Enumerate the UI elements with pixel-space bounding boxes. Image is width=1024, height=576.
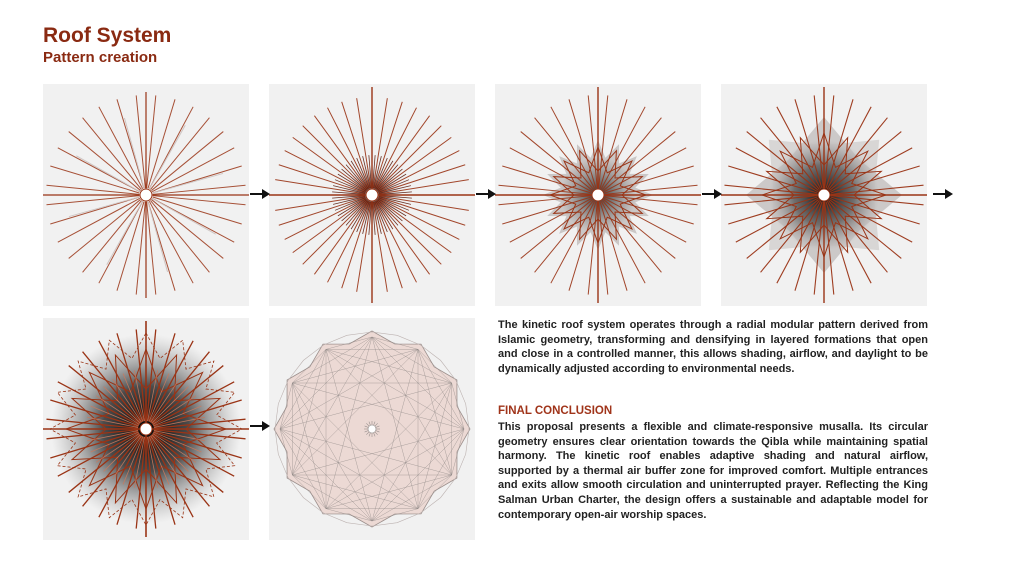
- page-title: Roof System: [43, 24, 172, 47]
- ray-line: [378, 137, 452, 190]
- center-circle: [368, 425, 376, 433]
- ray-line: [328, 108, 369, 189]
- ray-line: [136, 95, 145, 188]
- ray-line: [149, 201, 193, 283]
- conclusion-text: This proposal presents a flexible and climate-responsive musalla. Its circular geometry ensures clear orientation towards the Qibla while maintaining spatial harmony. The kinetic roof enables adaptive shading and natural airflow, supported by a thermal air buffer zone for improved comfort. Multiple entrances and exits allow smooth circulation and uninterrupted prayer. Reflecting the King Salman Urban Charter, the design offers a sustainable and adaptable model for contemporary open-air worship spaces.: [498, 421, 928, 521]
- pattern-svg-4: [721, 84, 927, 306]
- center-circle: [140, 189, 152, 201]
- ray-line: [314, 116, 367, 190]
- ray-line: [46, 185, 139, 194]
- ray-line: [153, 185, 246, 194]
- ray-line: [124, 118, 144, 188]
- ray-line: [107, 201, 143, 265]
- ray-line: [328, 201, 369, 282]
- arrow-right-icon: [250, 421, 270, 431]
- ray-line: [293, 199, 367, 252]
- pattern-svg-2: [269, 84, 475, 306]
- ray-line: [285, 151, 366, 192]
- pattern-step-5: [43, 318, 249, 540]
- ray-line: [148, 202, 168, 272]
- ray-line: [136, 202, 145, 295]
- pattern-step-2: [269, 84, 475, 306]
- ray-line: [147, 95, 156, 188]
- ray-line: [375, 108, 416, 189]
- arrow-right-icon: [702, 189, 722, 199]
- ray-line: [375, 201, 416, 282]
- pattern-svg-6: [269, 318, 475, 540]
- ray-line: [303, 126, 367, 190]
- ray-line: [293, 137, 367, 190]
- ray-line: [76, 156, 140, 192]
- ray-line: [285, 198, 366, 239]
- page-subtitle: Pattern creation: [43, 49, 158, 66]
- center-circle: [366, 189, 378, 201]
- ray-line: [153, 196, 246, 205]
- ray-line: [147, 202, 156, 295]
- pattern-svg-1: [43, 84, 249, 306]
- ray-line: [378, 199, 452, 252]
- ray-line: [69, 197, 139, 217]
- pattern-step-1: [43, 84, 249, 306]
- ray-line: [153, 173, 223, 193]
- pattern-step-4: [721, 84, 927, 306]
- ray-line: [378, 151, 459, 192]
- center-circle: [140, 423, 152, 435]
- ray-line: [99, 107, 143, 189]
- ray-line: [303, 200, 367, 264]
- ray-line: [376, 201, 429, 275]
- pattern-svg-3: [495, 84, 701, 306]
- description-text: The kinetic roof system operates through a radial modular pattern derived from Islamic geometry, transforming and densifying in layered formations that open and close in a controlled manner, this allows shading, airflow, and daylight to be dynamically adjusted according to environmental needs.: [498, 319, 928, 375]
- ray-line: [152, 198, 216, 234]
- ray-line: [378, 198, 459, 239]
- center-circle: [818, 189, 830, 201]
- ray-line: [58, 198, 140, 242]
- arrow-right-icon: [933, 189, 953, 199]
- ray-line: [376, 116, 429, 190]
- ray-line: [377, 200, 441, 264]
- pattern-svg-5: [43, 318, 249, 540]
- pattern-step-6: [269, 318, 475, 540]
- ray-line: [377, 126, 441, 190]
- conclusion-heading: FINAL CONCLUSION: [498, 405, 613, 417]
- center-circle: [592, 189, 604, 201]
- ray-line: [152, 148, 234, 192]
- ray-line: [314, 201, 367, 275]
- pattern-step-3: [495, 84, 701, 306]
- ray-line: [46, 196, 139, 205]
- ray-line: [149, 125, 185, 189]
- arrow-right-icon: [476, 189, 496, 199]
- arrow-right-icon: [250, 189, 270, 199]
